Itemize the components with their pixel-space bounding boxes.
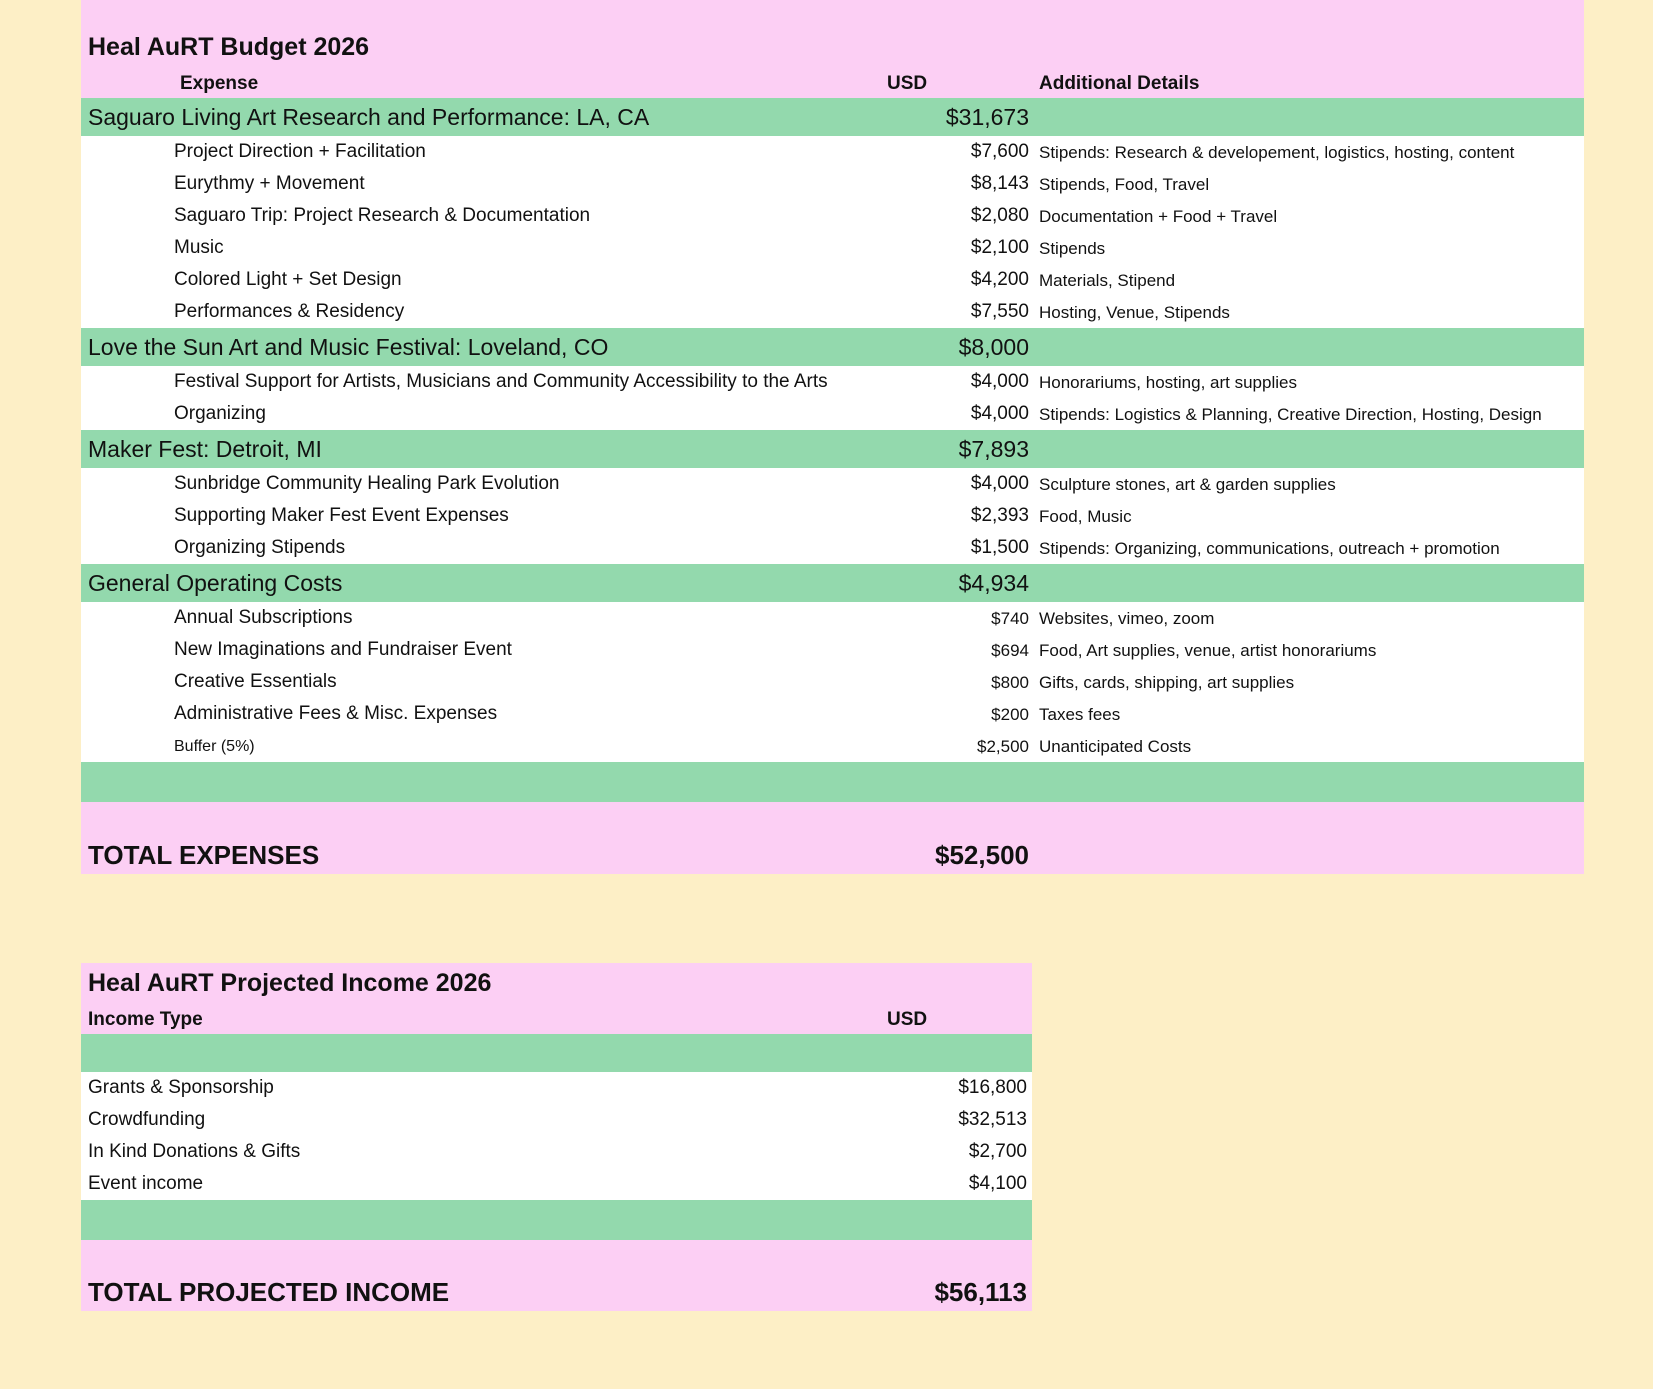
expense-amount: $694 (991, 641, 1029, 660)
expense-details: Stipends: Research & developement, logistics, hosting, content (1039, 143, 1515, 162)
section-name: Saguaro Living Art Research and Performance: LA, CA (88, 104, 650, 130)
expense-name: Organizing Stipends (174, 537, 346, 558)
expense-details: Stipends (1039, 239, 1106, 258)
section-amount: $4,934 (958, 570, 1029, 596)
expense-name: Festival Support for Artists, Musicians and Community Accessibility to the Arts (174, 371, 828, 392)
income-row (81, 1104, 1032, 1136)
expense-details: Food, Art supplies, venue, artist honorariums (1039, 641, 1377, 660)
section-name: General Operating Costs (88, 570, 343, 596)
expense-name: New Imaginations and Fundraiser Event (174, 639, 512, 660)
expense-amount: $4,000 (970, 473, 1029, 494)
income-type-column-header: Income Type (88, 1009, 203, 1030)
expense-row (81, 264, 1584, 296)
expense-details: Food, Music (1039, 507, 1132, 526)
income-amount: $2,700 (968, 1141, 1027, 1162)
total-expenses-amount: $52,500 (935, 840, 1029, 870)
section-name: Maker Fest: Detroit, MI (88, 436, 322, 462)
expense-details: Stipends: Organizing, communications, outreach + promotion (1039, 539, 1500, 558)
income-name: Grants & Sponsorship (88, 1077, 274, 1098)
total-income-amount: $56,113 (934, 1277, 1027, 1307)
expense-details: Websites, vimeo, zoom (1039, 609, 1215, 628)
income-header (81, 963, 1032, 1034)
expense-amount: $8,143 (970, 173, 1029, 194)
expense-amount: $4,200 (970, 269, 1029, 290)
expense-name: Saguaro Trip: Project Research & Documentation (174, 205, 591, 226)
income-row (81, 1072, 1032, 1104)
spacer-row (81, 762, 1584, 802)
total-income-label: TOTAL PROJECTED INCOME (88, 1277, 450, 1307)
income-name: In Kind Donations & Gifts (88, 1141, 301, 1162)
income-row (81, 1136, 1032, 1168)
section-amount: $7,893 (958, 436, 1029, 462)
budget-table (81, 0, 1584, 874)
expense-amount: $1,500 (970, 537, 1029, 558)
budget-header (81, 0, 1584, 98)
expense-row (81, 136, 1584, 168)
expense-column-header: Expense (180, 73, 259, 94)
expense-row (81, 666, 1584, 698)
expense-details: Stipends: Logistics & Planning, Creative Direction, Hosting, Design (1039, 405, 1542, 424)
expense-details: Hosting, Venue, Stipends (1039, 303, 1230, 322)
expense-name: Music (174, 237, 224, 258)
expense-details: Documentation + Food + Travel (1039, 207, 1278, 226)
income-usd-column-header: USD (887, 1009, 928, 1030)
section-row (81, 328, 1584, 366)
details-column-header: Additional Details (1039, 73, 1200, 94)
expense-details: Unanticipated Costs (1039, 737, 1192, 756)
income-amount: $16,800 (958, 1077, 1027, 1098)
expense-details: Taxes fees (1039, 705, 1121, 724)
expense-row (81, 730, 1584, 762)
expense-row (81, 200, 1584, 232)
section-row (81, 430, 1584, 468)
expense-amount: $2,393 (970, 505, 1029, 526)
expense-name: Supporting Maker Fest Event Expenses (174, 505, 509, 526)
income-amount: $32,513 (958, 1109, 1027, 1130)
expense-row (81, 296, 1584, 328)
expense-name: Project Direction + Facilitation (174, 141, 426, 162)
expense-amount: $2,500 (977, 737, 1029, 756)
expense-name: Sunbridge Community Healing Park Evolution (174, 473, 560, 494)
income-title: Heal AuRT Projected Income 2026 (88, 969, 492, 997)
expense-row (81, 500, 1584, 532)
spacer-row (81, 1034, 1032, 1072)
expense-amount: $7,600 (970, 141, 1029, 162)
expense-name: Buffer (5%) (174, 738, 255, 755)
section-amount: $8,000 (958, 334, 1029, 360)
income-name: Event income (88, 1173, 204, 1194)
total-expenses-label: TOTAL EXPENSES (88, 840, 320, 870)
expense-row (81, 366, 1584, 398)
expense-details: Gifts, cards, shipping, art supplies (1039, 673, 1295, 692)
expense-row (81, 602, 1584, 634)
expense-row (81, 398, 1584, 430)
usd-column-header: USD (887, 73, 928, 94)
budget-title: Heal AuRT Budget 2026 (88, 33, 370, 61)
expense-details: Materials, Stipend (1039, 271, 1176, 290)
spacer-row (81, 1200, 1032, 1240)
expense-name: Colored Light + Set Design (174, 269, 402, 290)
expense-amount: $2,100 (970, 237, 1029, 258)
expense-amount: $7,550 (970, 301, 1029, 322)
income-table (81, 963, 1032, 1311)
section-row (81, 564, 1584, 602)
expense-amount: $200 (991, 705, 1029, 724)
expense-row (81, 168, 1584, 200)
total-expenses-row (81, 802, 1584, 874)
section-name: Love the Sun Art and Music Festival: Loveland, CO (88, 334, 609, 360)
expense-details: Honorariums, hosting, art supplies (1039, 373, 1297, 392)
expense-amount: $800 (991, 673, 1029, 692)
expense-name: Creative Essentials (174, 671, 337, 692)
expense-row (81, 698, 1584, 730)
expense-amount: $740 (991, 609, 1029, 628)
total-income-row (81, 1240, 1032, 1311)
expense-amount: $2,080 (970, 205, 1029, 226)
expense-amount: $4,000 (970, 403, 1029, 424)
expense-name: Annual Subscriptions (174, 607, 353, 628)
expense-row (81, 634, 1584, 666)
expense-name: Performances & Residency (174, 301, 405, 322)
expense-row (81, 532, 1584, 564)
expense-details: Stipends, Food, Travel (1039, 175, 1210, 194)
expense-name: Organizing (174, 403, 266, 424)
income-name: Crowdfunding (88, 1109, 206, 1130)
expense-row (81, 232, 1584, 264)
expense-name: Administrative Fees & Misc. Expenses (174, 703, 498, 724)
expense-details: Sculpture stones, art & garden supplies (1039, 475, 1336, 494)
expense-row (81, 468, 1584, 500)
income-row (81, 1168, 1032, 1200)
section-amount: $31,673 (945, 104, 1029, 130)
section-row (81, 98, 1584, 136)
expense-name: Eurythmy + Movement (174, 173, 365, 194)
expense-amount: $4,000 (970, 371, 1029, 392)
income-amount: $4,100 (968, 1173, 1027, 1194)
